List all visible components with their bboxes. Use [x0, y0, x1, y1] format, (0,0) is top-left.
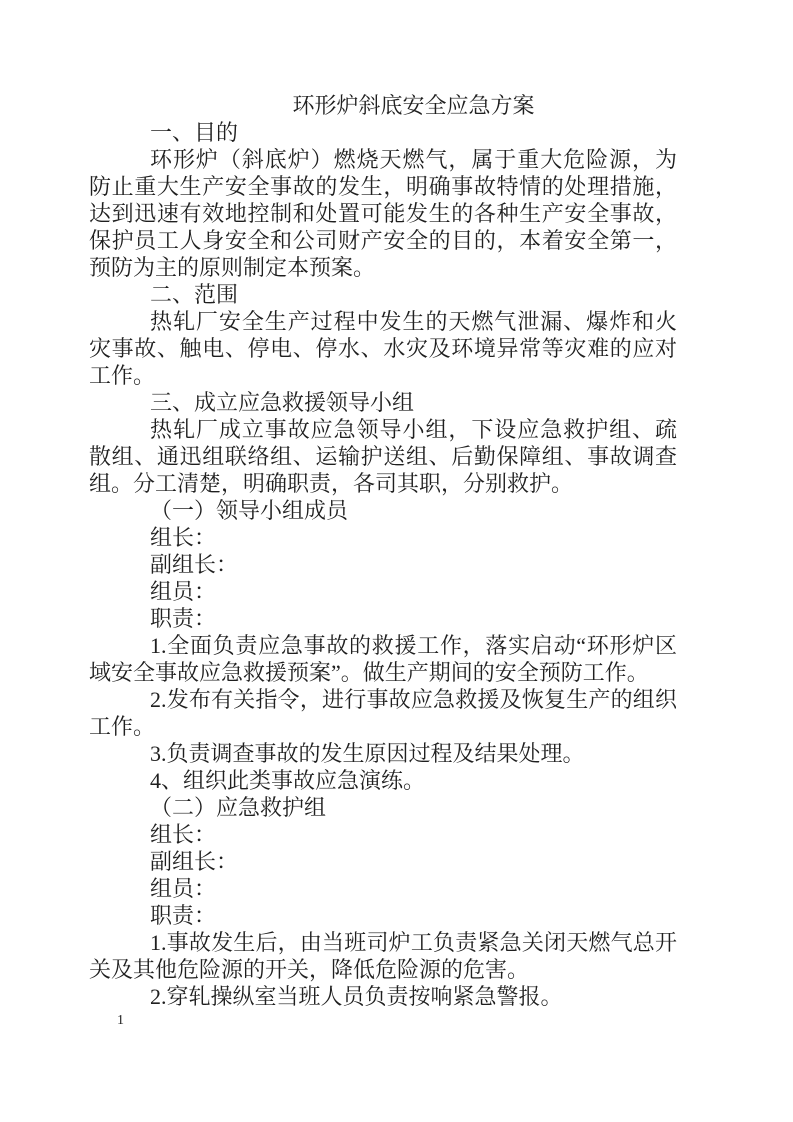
paragraph: 组长：: [150, 822, 217, 847]
paragraph: 2.发布有关指令，进行事故应急救援及恢复生产的组织工作。: [89, 687, 677, 739]
paragraph: 职责：: [150, 903, 217, 928]
paragraph: 3.负责调查事故的发生原因过程及结果处理。: [150, 741, 585, 766]
paragraph: 热轧厂成立事故应急领导小组，下设应急救护组、疏散组、通迅组联络组、运输护送组、后勤保障组、事故调查组。分工清楚，明确职责，各司其职，分别救护。: [89, 417, 677, 496]
paragraph: 组员：: [150, 579, 217, 604]
paragraph: 1.全面负责应急事故的救援工作，落实启动“环形炉区域安全事故应急救援预案”。做生产期间的安全预防工作。: [89, 633, 677, 685]
paragraph: 组员：: [150, 876, 217, 901]
paragraph: 二、范围: [150, 282, 239, 307]
paragraph: 组长：: [150, 525, 217, 550]
paragraph: 一、目的: [150, 120, 239, 145]
page-number: 1: [117, 1013, 124, 1028]
paragraph-list: [89, 119, 677, 1010]
paragraph: 三、成立应急救援领导小组: [150, 390, 415, 415]
paragraph: 副组长：: [150, 552, 239, 577]
paragraph: 2.穿轧操纵室当班人员负责按响紧急警报。: [150, 984, 563, 1009]
paragraph: 4、组织此类事故应急演练。: [150, 768, 426, 793]
paragraph: 环形炉（斜底炉）燃烧天燃气，属于重大危险源，为防止重大生产安全事故的发生，明确事故特情的处理措施，达到迅速有效地控制和处置可能发生的各种生产安全事故，保护员工人身安全和公司财产安全的目的，本着安全第一，预防为主的原则制定本预案。: [89, 147, 677, 280]
paragraph: 职责：: [150, 606, 217, 631]
document-title: 环形炉斜底安全应急方案: [292, 93, 535, 118]
paragraph: 副组长：: [150, 849, 239, 874]
paragraph: （二）应急救护组: [150, 795, 327, 820]
document-body: [89, 92, 677, 1010]
paragraph: （一）领导小组成员: [150, 498, 349, 523]
paragraph: 1.事故发生后，由当班司炉工负责紧急关闭天燃气总开关及其他危险源的开关，降低危险源的危害。: [89, 930, 677, 982]
paragraph: 热轧厂安全生产过程中发生的天燃气泄漏、爆炸和火灾事故、触电、停电、停水、水灾及环境异常等灾难的应对工作。: [89, 309, 677, 388]
